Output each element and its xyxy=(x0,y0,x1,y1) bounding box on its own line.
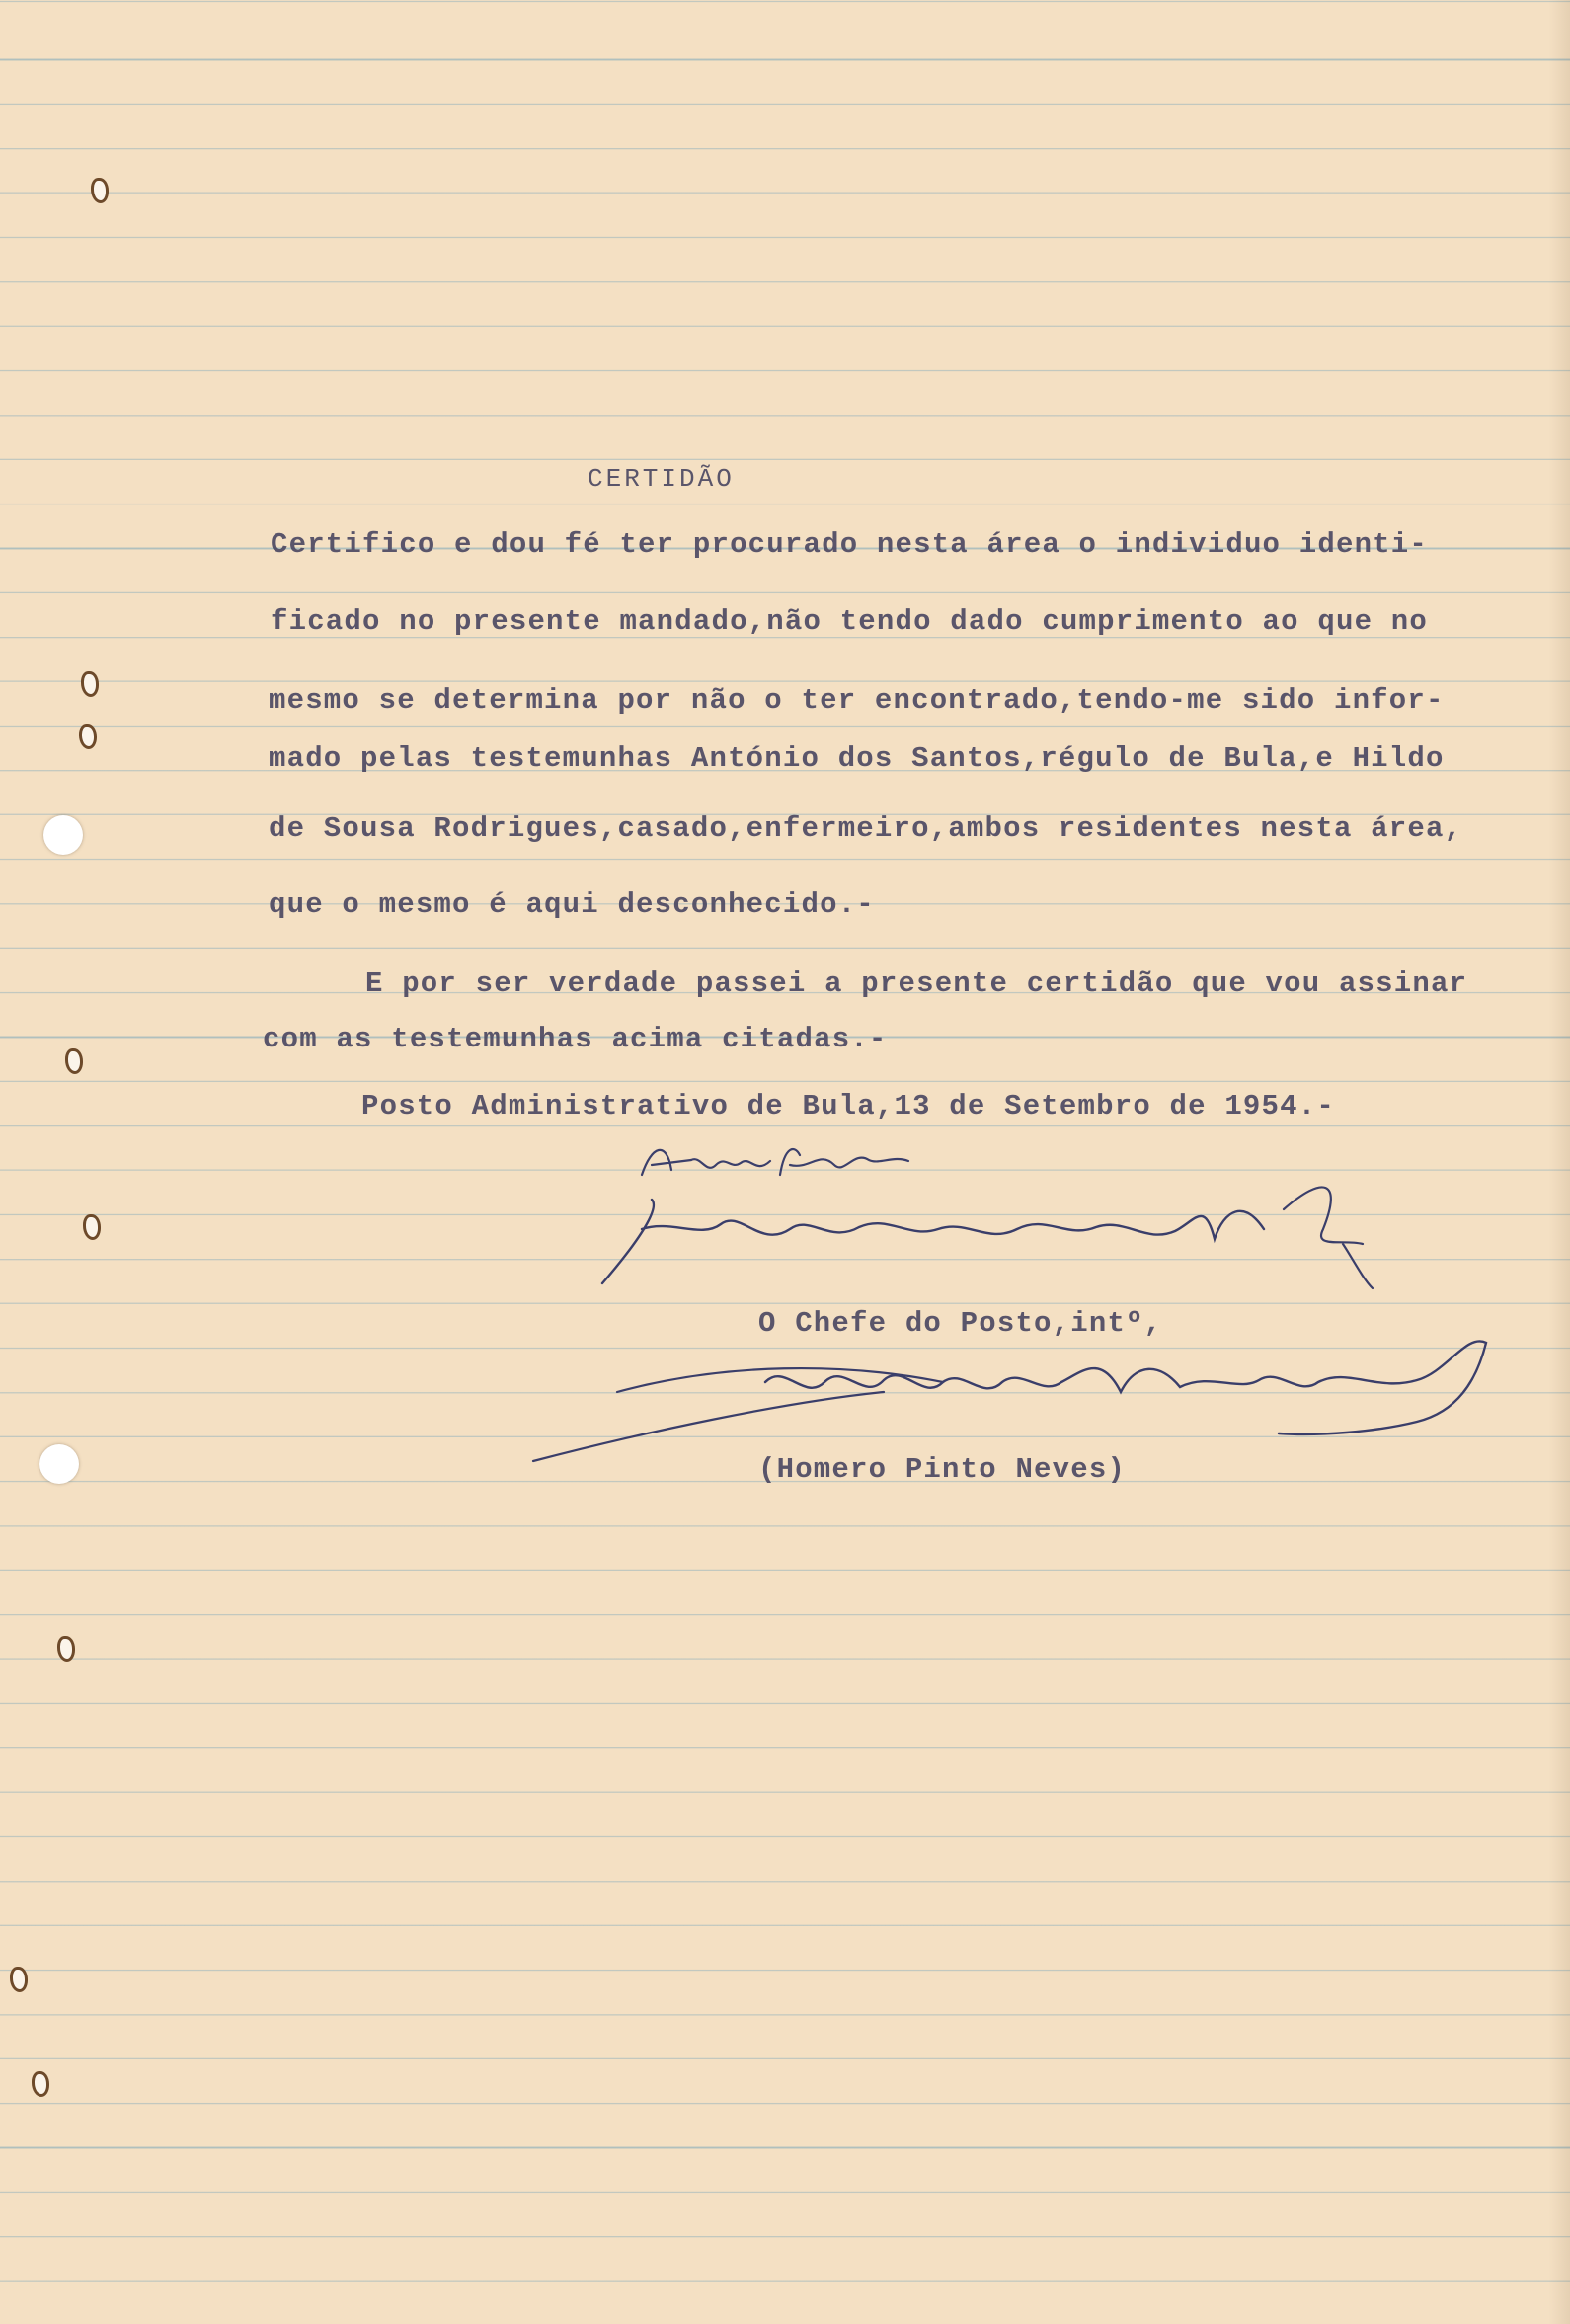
chief-signature xyxy=(528,1323,1506,1471)
body-line: de Sousa Rodrigues,casado,enfermeiro,ambos residentes nesta área, xyxy=(269,813,1463,845)
binding-tear-mark xyxy=(81,671,99,697)
body-line: Certifico e dou fé ter procurado nesta área o individuo identi- xyxy=(271,528,1428,561)
witness-signature-2 xyxy=(592,1170,1442,1298)
chief-name: (Homero Pinto Neves) xyxy=(758,1453,1127,1486)
page-edge-shadow xyxy=(1548,0,1570,2324)
binding-tear-mark xyxy=(79,724,97,749)
document-title: CERTIDÃO xyxy=(588,464,735,494)
closing-line: com as testemunhas acima citadas.- xyxy=(263,1023,888,1055)
closing-line: E por ser verdade passei a presente certidão que vou assinar xyxy=(365,968,1468,1000)
binding-tear-mark xyxy=(32,2071,49,2097)
binding-tear-mark xyxy=(57,1636,75,1662)
place-date: Posto Administrativo de Bula,13 de Setembro de 1954.- xyxy=(361,1090,1335,1123)
body-line: ficado no presente mandado,não tendo dado cumprimento ao que no xyxy=(271,605,1428,638)
binding-tear-mark xyxy=(91,178,109,203)
binding-tear-mark xyxy=(83,1214,101,1240)
body-line: que o mesmo é aqui desconhecido.- xyxy=(269,889,875,921)
body-line: mesmo se determina por não o ter encontrado,tendo-me sido infor- xyxy=(269,684,1445,717)
body-line: mado pelas testemunhas António dos Santos,régulo de Bula,e Hildo xyxy=(269,742,1445,775)
punch-hole xyxy=(39,1444,79,1484)
binding-tear-mark xyxy=(65,1048,83,1074)
punch-hole xyxy=(43,815,83,855)
chief-label: O Chefe do Posto,intº, xyxy=(758,1307,1163,1340)
binding-tear-mark xyxy=(10,1967,28,1992)
